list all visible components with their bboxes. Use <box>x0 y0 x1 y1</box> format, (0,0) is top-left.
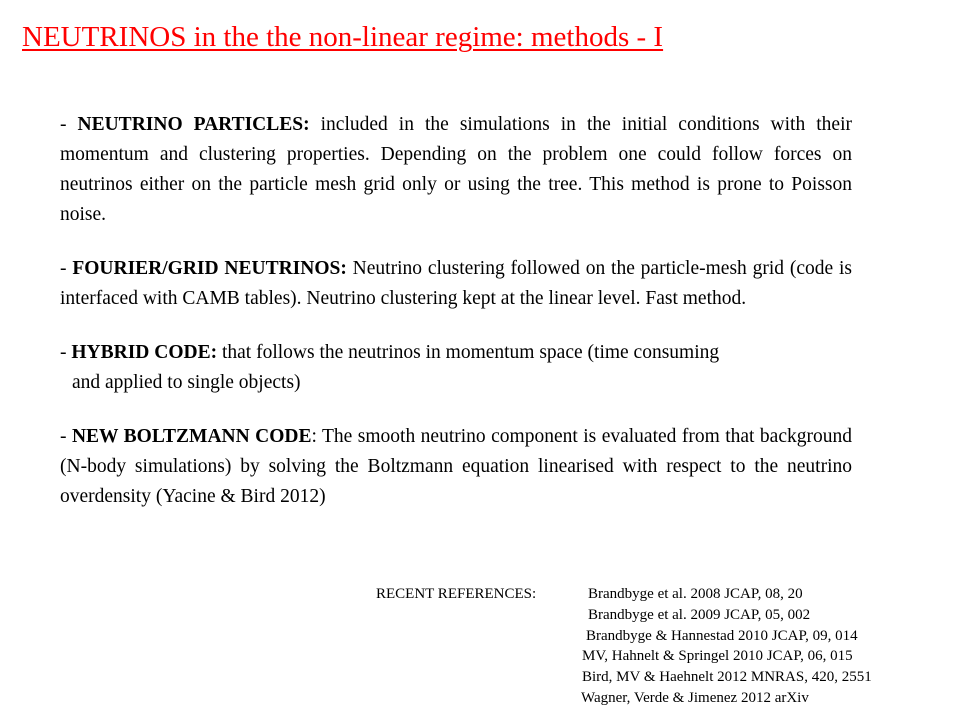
bullet-fourier-grid-neutrinos <box>60 254 852 314</box>
reference-item: Brandbyge & Hannestad 2010 JCAP, 09, 014 <box>586 627 858 644</box>
bullet-text: included in the simulations in the initial conditions with their momentum and clustering properties. Depending on the problem one could follow forces on neutrinos either on the particle mesh grid only or using the tree. This method is prone to Poisson noise. <box>60 114 852 225</box>
references-list <box>376 584 872 709</box>
bullet-heading: NEUTRINO PARTICLES: <box>77 114 310 135</box>
bullet-dash: - <box>60 426 72 447</box>
reference-item: MV, Hahnelt & Springel 2010 JCAP, 06, 015 <box>582 648 853 665</box>
bullet-continuation: and applied to single objects) <box>72 372 301 393</box>
bullet-text: Neutrino clustering followed on the particle-mesh grid (code is interfaced with CAMB tables). Neutrino clustering kept at the linear level. Fast method. <box>60 258 852 309</box>
bullet-list <box>60 110 852 536</box>
reference-item: Brandbyge et al. 2009 JCAP, 05, 002 <box>588 606 811 623</box>
reference-item: Wagner, Verde & Jimenez 2012 arXiv <box>581 689 809 706</box>
bullet-text: : The smooth neutrino component is evaluated from that background (N-body simulations) by solving the Boltzmann equation linearised with respect to the neutrino overdensity (Yacine & Bird 2012) <box>60 426 852 507</box>
bullet-heading: NEW BOLTZMANN CODE <box>71 426 312 447</box>
bullet-text: that follows the neutrinos in momentum space (time consuming <box>217 342 720 363</box>
reference-item: Bird, MV & Haehnelt 2012 MNRAS, 420, 2551 <box>582 669 872 686</box>
bullet-dash: - <box>60 114 78 135</box>
slide-title: NEUTRINOS in the the non-linear regime: methods - I <box>22 21 664 53</box>
bullet-heading: FOURIER/GRID NEUTRINOS: <box>72 258 347 279</box>
bullet-new-boltzmann-code <box>60 422 852 512</box>
bullet-neutrino-particles <box>60 110 852 230</box>
reference-item: Brandbyge et al. 2008 JCAP, 08, 20 <box>588 586 803 602</box>
bullet-hybrid-code <box>60 338 852 398</box>
bullet-heading: HYBRID CODE: <box>71 342 218 363</box>
bullet-dash: - <box>60 342 72 363</box>
bullet-dash: - <box>60 258 73 279</box>
references-label: RECENT REFERENCES: <box>376 586 537 602</box>
